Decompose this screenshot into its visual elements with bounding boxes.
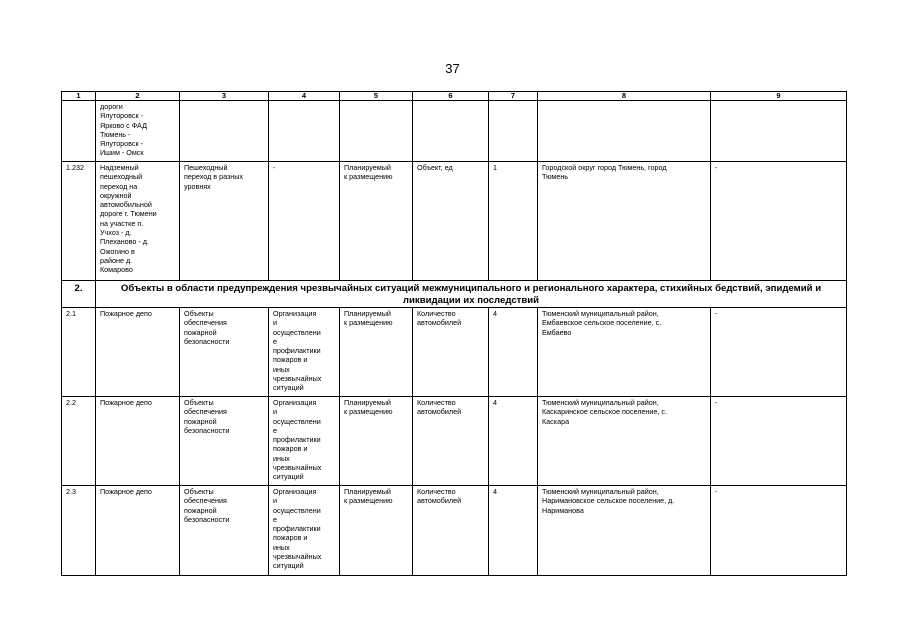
table-cell: Пожарное депо <box>96 397 180 486</box>
table-cell: Пешеходный переход в разных уровнях <box>180 162 269 281</box>
table-row <box>62 162 847 281</box>
column-header: 4 <box>269 92 340 101</box>
table-cell <box>711 101 847 162</box>
column-header: 5 <box>340 92 413 101</box>
table-cell: Тюменский муниципальный район, Каскаринское сельское поселение, с. Каскара <box>538 397 711 486</box>
table-cell: 2.2 <box>62 397 96 486</box>
table-cell: Объект, ед <box>413 162 489 281</box>
column-header: 3 <box>180 92 269 101</box>
table-row <box>62 397 847 486</box>
table-cell: 1 <box>489 162 538 281</box>
table-cell: дороги Ялуторовск - Ярково с ФАД Тюмень - Ялуторовск - Ишим - Омск <box>96 101 180 162</box>
table-cell: Пожарное депо <box>96 486 180 576</box>
column-header: 9 <box>711 92 847 101</box>
table-cell: 4 <box>489 397 538 486</box>
column-header: 2 <box>96 92 180 101</box>
table-cell: Надземный пешеходный переход на окружной автомобильной дороге г. Тюмени на участке п. Учхоз - д. Плеханово - д. Ожогино в районе д. Комарово <box>96 162 180 281</box>
table-cell <box>538 101 711 162</box>
table-cell: - <box>711 397 847 486</box>
table-cell: 1.232 <box>62 162 96 281</box>
table-cell: Планируемый к размещению <box>340 308 413 397</box>
section-number: 2. <box>62 281 96 308</box>
table-cell <box>489 101 538 162</box>
column-header: 1 <box>62 92 96 101</box>
table-row <box>62 308 847 397</box>
table-cell: Тюменский муниципальный район, Ембаевское сельское поселение, с. Ембаево <box>538 308 711 397</box>
table-cell: 2.3 <box>62 486 96 576</box>
page-number: 37 <box>445 61 460 76</box>
table-cell: Организация и осуществлени е профилактики пожаров и иных чрезвычайных ситуаций <box>269 486 340 576</box>
table-cell <box>62 101 96 162</box>
column-header: 6 <box>413 92 489 101</box>
table-cell: Организация и осуществлени е профилактики пожаров и иных чрезвычайных ситуаций <box>269 308 340 397</box>
table-cell <box>413 101 489 162</box>
table-cell: Планируемый к размещению <box>340 486 413 576</box>
table-cell <box>269 101 340 162</box>
table-cell: Тюменский муниципальный район, Наримановское сельское поселение, д. Нариманова <box>538 486 711 576</box>
column-header: 8 <box>538 92 711 101</box>
table-cell: 4 <box>489 486 538 576</box>
table-cell: - <box>711 308 847 397</box>
section-heading-row <box>62 281 847 308</box>
column-number-row <box>62 92 847 101</box>
table-cell: Количество автомобилей <box>413 397 489 486</box>
planning-table <box>61 91 847 576</box>
table-cell <box>340 101 413 162</box>
table-cell: - <box>269 162 340 281</box>
section-title: Объекты в области предупреждения чрезвычайных ситуаций межмуниципального и регионального характера, стихийных бедствий, эпидемий и ликвидации их последствий <box>96 281 847 308</box>
table-cell: 2.1 <box>62 308 96 397</box>
table-cell: Объекты обеспечения пожарной безопасности <box>180 397 269 486</box>
table-cell: Количество автомобилей <box>413 308 489 397</box>
table-row-continued <box>62 101 847 162</box>
table-cell <box>180 101 269 162</box>
table-cell: Планируемый к размещению <box>340 397 413 486</box>
table-cell: - <box>711 162 847 281</box>
table-cell: Объекты обеспечения пожарной безопасности <box>180 486 269 576</box>
table-cell: - <box>711 486 847 576</box>
table-cell: Планируемый к размещению <box>340 162 413 281</box>
table-row <box>62 486 847 576</box>
table-cell: Объекты обеспечения пожарной безопасности <box>180 308 269 397</box>
table-cell: Организация и осуществлени е профилактики пожаров и иных чрезвычайных ситуаций <box>269 397 340 486</box>
column-header: 7 <box>489 92 538 101</box>
table-cell: Городской округ город Тюмень, город Тюмень <box>538 162 711 281</box>
table-cell: 4 <box>489 308 538 397</box>
table-cell: Количество автомобилей <box>413 486 489 576</box>
table-cell: Пожарное депо <box>96 308 180 397</box>
